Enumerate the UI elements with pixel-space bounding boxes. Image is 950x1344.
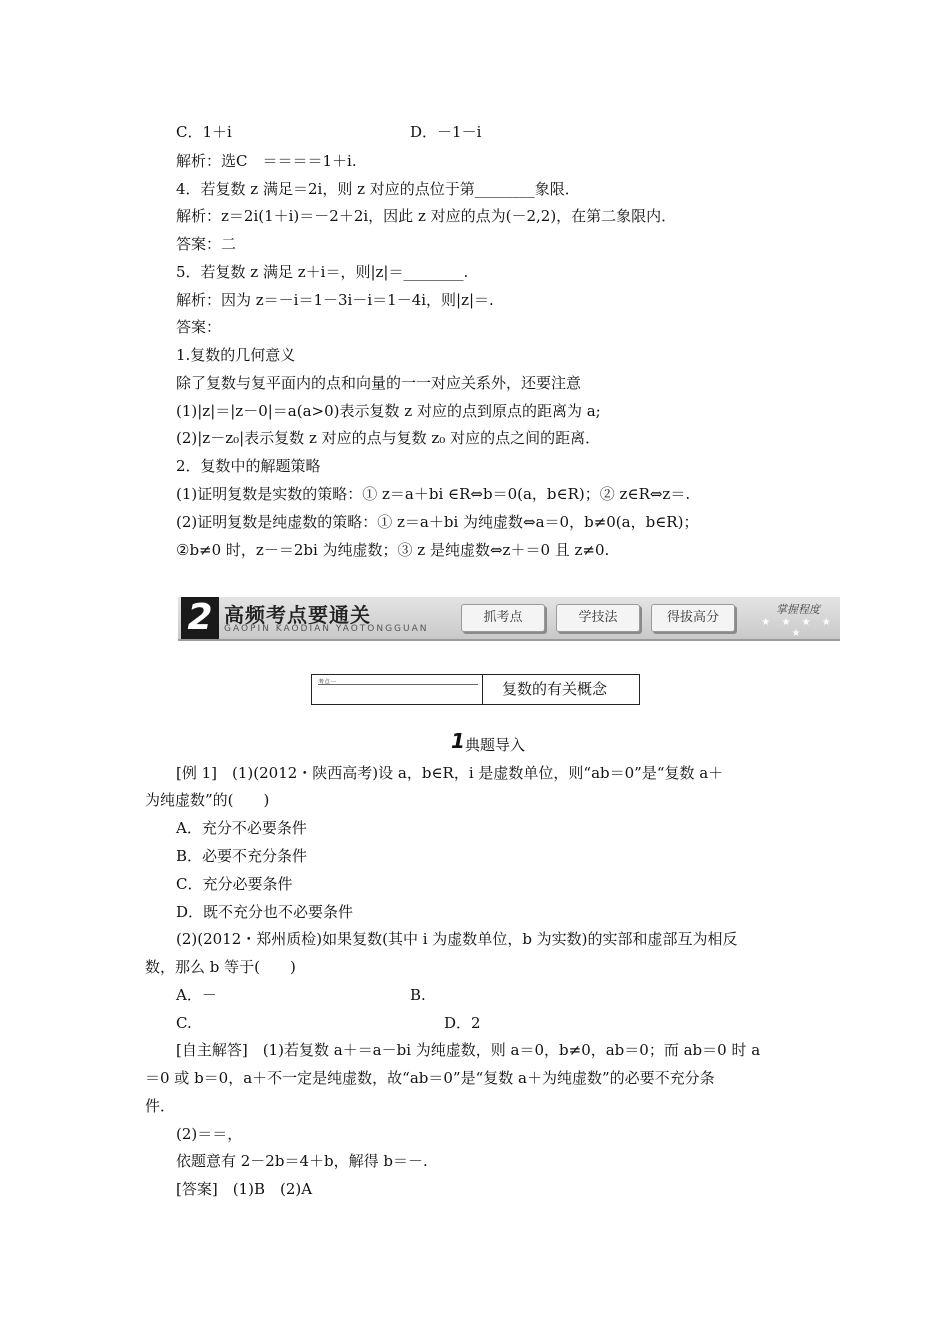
text-line: (2)＝＝， bbox=[176, 1125, 243, 1143]
concept-label-cell bbox=[312, 675, 483, 704]
text-line: 1.复数的几何意义 bbox=[176, 346, 296, 364]
text-line: 除了复数与复平面内的点和向量的一一对应关系外，还要注意 bbox=[176, 374, 582, 392]
banner-subtitle: GAOPIN KAODIAN YAOTONGGUAN bbox=[224, 624, 429, 634]
concept-title: 复数的有关概念 bbox=[502, 680, 608, 698]
concept-box bbox=[311, 674, 640, 705]
text-line: [自主解答] (1)若复数 a＋＝a－bi 为纯虚数，则 a＝0，b≠0，ab＝0；而 ab＝0 时 a bbox=[176, 1041, 761, 1059]
text-line: (1)|z|＝|z－0|＝a(a>0)表示复数 z 对应的点到原点的距离为 a; bbox=[176, 402, 601, 420]
text-line: 5．若复数 z 满足 z＋i＝，则|z|＝________. bbox=[176, 263, 469, 281]
mastery-level bbox=[758, 601, 838, 639]
text-line: (2)|z－z₀|表示复数 z 对应的点与复数 z₀ 对应的点之间的距离． bbox=[176, 429, 601, 447]
text-line: 2．复数中的解题策略 bbox=[176, 457, 321, 475]
text-line: B．必要不充分条件 bbox=[176, 847, 308, 865]
text-line: B. bbox=[410, 986, 426, 1004]
grasp-points-button[interactable]: 抓考点 bbox=[461, 604, 545, 632]
text-line: 答案：二 bbox=[176, 235, 237, 253]
section-number-badge: 2 bbox=[181, 597, 219, 639]
text-line: 答案： bbox=[176, 318, 222, 336]
text-line: 解析：因为 z＝－i＝1－3i－i＝1－4i，则|z|＝. bbox=[176, 291, 494, 309]
concept-divider bbox=[318, 684, 478, 685]
text-line: 解析：z＝2i(1＋i)＝－2＋2i，因此 z 对应的点为(－2,2)，在第二象限内． bbox=[176, 207, 677, 225]
section-banner bbox=[178, 597, 840, 641]
text-line: D．2 bbox=[444, 1014, 481, 1032]
text-line: D．－1－i bbox=[410, 123, 482, 141]
text-line: ＝0 或 b＝0，a＋不一定是纯虚数，故“ab＝0”是“复数 a＋为纯虚数”的必要不充分条 bbox=[145, 1069, 715, 1087]
concept-tag: 考点一 bbox=[318, 679, 337, 686]
mastery-label: 掌握程度 bbox=[776, 603, 820, 616]
text-line: C．充分必要条件 bbox=[176, 875, 293, 893]
text-line: A．－ bbox=[176, 986, 217, 1004]
high-score-button[interactable]: 得拔高分 bbox=[651, 604, 735, 632]
text-line: 件． bbox=[145, 1097, 176, 1115]
mastery-stars-icon: ★ ★ ★ ★ ★ bbox=[761, 617, 835, 639]
text-line: 解析：选C ＝＝＝＝1＋i. bbox=[176, 152, 357, 170]
text-line: [例 1] (1)(2012・陕西高考)设 a，b∈R，i 是虚数单位，则“ab＝0”是“复数 a＋ bbox=[176, 764, 724, 782]
text-line: 为纯虚数”的( ) bbox=[145, 791, 270, 809]
text-line: (2)证明复数是纯虚数的策略：① z＝a＋bi 为纯虚数⇔a＝0，b≠0(a，b∈R)； bbox=[176, 513, 699, 531]
text-line: 数，那么 b 等于( ) bbox=[145, 958, 296, 976]
text-line: A．充分不必要条件 bbox=[176, 819, 307, 837]
text-line: D．既不充分也不必要条件 bbox=[176, 903, 354, 921]
text-line: C. bbox=[176, 1014, 192, 1032]
banner-title: 高频考点要通关 bbox=[224, 603, 371, 627]
text-line: C．1＋i bbox=[176, 123, 232, 141]
text-line: (1)证明复数是实数的策略：① z＝a＋bi ∈R⇔b＝0(a，b∈R)；② z∈R⇔z＝. bbox=[176, 485, 691, 503]
learn-methods-button[interactable]: 学技法 bbox=[556, 604, 640, 632]
text-line: 依题意有 2－2b＝4＋b，解得 b＝－. bbox=[176, 1152, 428, 1170]
text-line: ②b≠0 时，z－＝2bi 为纯虚数；③ z 是纯虚数⇔z＋＝0 且 z≠0. bbox=[176, 541, 610, 559]
text-line: 4．若复数 z 满足＝2i，则 z 对应的点位于第________象限． bbox=[176, 180, 580, 198]
section-subtitle: 典题导入 bbox=[465, 736, 526, 754]
section-number-icon: 1 bbox=[451, 729, 465, 753]
text-line: (2)(2012・郑州质检)如果复数(其中 i 为虚数单位，b 为实数)的实部和虚部互为相反 bbox=[176, 930, 738, 948]
text-line: [答案] (1)B (2)A bbox=[176, 1180, 313, 1198]
